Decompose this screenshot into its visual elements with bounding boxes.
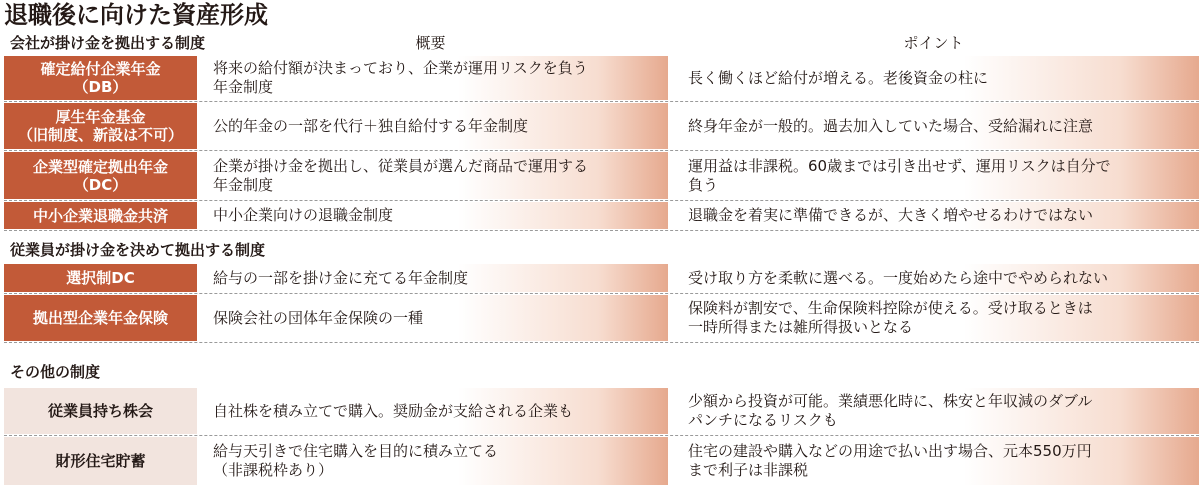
table-row-chusho-taishokukin xyxy=(4,202,1199,229)
point-cell-contributory-pension-insurance: 保険料が割安で、生命保険料控除が使える。受け取るときは 一時所得または雑所得扱いとなる xyxy=(676,295,1199,341)
plan-name-selective-dc: 選択制DC xyxy=(4,264,197,292)
overview-cell-zaikei-housing-savings: 給与天引きで住宅購入を目的に積み立てる （非課税枠あり） xyxy=(201,437,668,485)
row-divider xyxy=(4,342,1199,344)
overview-cell-db: 将来の給付額が決まっており、企業が運用リスクを負う 年金制度 xyxy=(201,56,668,100)
plan-name-employee-stock-ownership: 従業員持ち株会 xyxy=(4,388,197,434)
section-heading-employee: 従業員が掛け金を決めて拠出する制度 xyxy=(10,241,266,259)
table-row-corporate-dc xyxy=(4,152,1199,199)
plan-name-corporate-dc: 企業型確定拠出年金 （DC） xyxy=(4,152,197,199)
overview-cell-chusho-taishokukin: 中小企業向けの退職金制度 xyxy=(201,202,668,229)
plan-name-kosei-nenkin-kikin: 厚生年金基金 （旧制度、新設は不可） xyxy=(4,103,197,149)
table-row-kosei-nenkin-kikin xyxy=(4,103,1199,149)
point-cell-kosei-nenkin-kikin: 終身年金が一般的。過去加入していた場合、受給漏れに注意 xyxy=(676,103,1199,149)
point-cell-corporate-dc: 運用益は非課税。60歳までは引き出せず、運用リスクは自分で 負う xyxy=(676,152,1199,199)
section-heading-other: その他の制度 xyxy=(10,363,101,381)
point-cell-db: 長く働くほど給付が増える。老後資金の柱に xyxy=(676,56,1199,100)
plan-name-chusho-taishokukin: 中小企業退職金共済 xyxy=(4,202,197,229)
column-header-overview: 概要 xyxy=(415,34,446,52)
overview-cell-contributory-pension-insurance: 保険会社の団体年金保険の一種 xyxy=(201,295,668,341)
table-row-db xyxy=(4,56,1199,100)
point-cell-chusho-taishokukin: 退職金を着実に準備できるが、大きく増やせるわけではない xyxy=(676,202,1199,229)
overview-cell-kosei-nenkin-kikin: 公的年金の一部を代行＋独自給付する年金制度 xyxy=(201,103,668,149)
table-row-contributory-pension-insurance xyxy=(4,295,1199,341)
page-title: 退職後に向けた資産形成 xyxy=(4,1,268,29)
overview-cell-employee-stock-ownership: 自社株を積み立てで購入。奨励金が支給される企業も xyxy=(201,388,668,434)
point-cell-employee-stock-ownership: 少額から投資が可能。業績悪化時に、株安と年収減のダブル パンチになるリスクも xyxy=(676,388,1199,434)
section-heading-company: 会社が掛け金を拠出する制度 xyxy=(10,34,206,52)
table-row-selective-dc xyxy=(4,264,1199,292)
plan-name-zaikei-housing-savings: 財形住宅貯蓄 xyxy=(4,437,197,485)
table-row-zaikei-housing-savings xyxy=(4,437,1199,485)
plan-name-contributory-pension-insurance: 拠出型企業年金保険 xyxy=(4,295,197,341)
column-header-point: ポイント xyxy=(903,34,964,52)
table-row-employee-stock-ownership xyxy=(4,388,1199,434)
overview-cell-selective-dc: 給与の一部を掛け金に充てる年金制度 xyxy=(201,264,668,292)
point-cell-zaikei-housing-savings: 住宅の建設や購入などの用途で払い出す場合、元本550万円 まで利子は非課税 xyxy=(676,437,1199,485)
plan-name-db: 確定給付企業年金 （DB） xyxy=(4,56,197,100)
row-divider xyxy=(4,230,1199,232)
overview-cell-corporate-dc: 企業が掛け金を拠出し、従業員が選んだ商品で運用する 年金制度 xyxy=(201,152,668,199)
point-cell-selective-dc: 受け取り方を柔軟に選べる。一度始めたら途中でやめられない xyxy=(676,264,1199,292)
